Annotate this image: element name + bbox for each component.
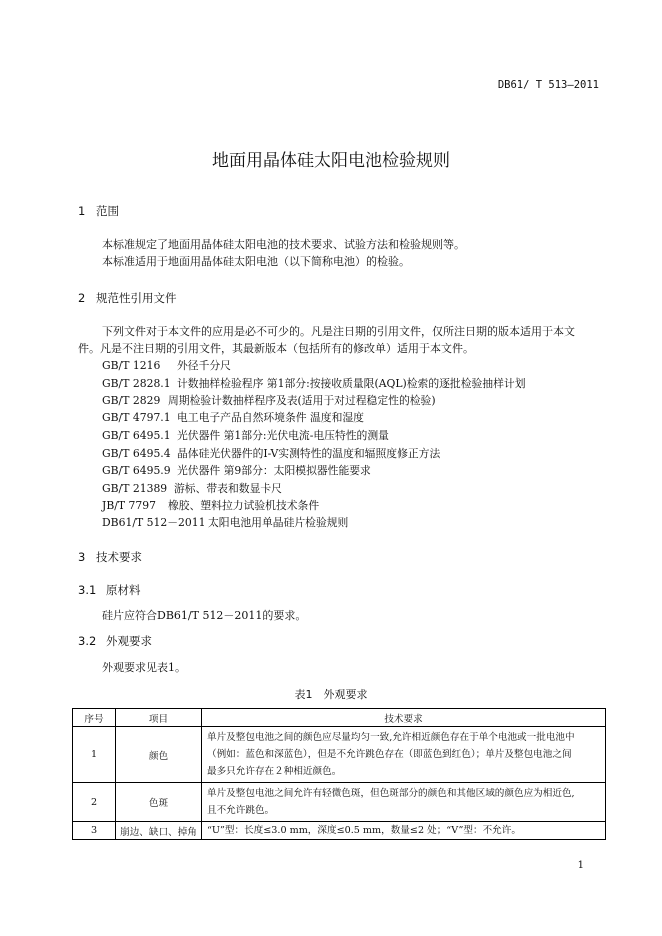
section-1-para-2: 本标准适用于地面用晶体硅太阳电池（以下简称电池）的检验。 [102, 255, 410, 268]
table-cell-requirement: 单片及整包电池之间允许有轻微色斑，但色斑部分的颜色和其他区域的颜色应为相近色, 且不允许跳色。 [202, 783, 606, 822]
appearance-table [72, 708, 606, 840]
section-3-2-number: 3.2 [78, 634, 97, 648]
section-1-heading [78, 203, 119, 219]
section-1-title: 范围 [96, 204, 119, 218]
page-number: 1 [577, 860, 584, 871]
section-3-2-text: 外观要求见表1。 [102, 661, 186, 674]
section-3-1-text: 硅片应符合DB61/T 512－2011的要求。 [102, 609, 307, 622]
table-header-row [73, 709, 606, 727]
table-cell-no: 3 [73, 822, 116, 840]
reference-item: DB61/T 512－2011 太阳电池用单晶硅片检验规则 [102, 516, 349, 529]
reference-item: GB/T 2829 周期检验计数抽样程序及表(适用于对过程稳定性的检验) [102, 394, 436, 407]
section-3-2-title: 外观要求 [106, 634, 152, 648]
table-header-cell: 技术要求 [202, 709, 606, 727]
reference-item: GB/T 21389 游标、带表和数显卡尺 [102, 482, 282, 495]
section-2-heading [78, 290, 177, 306]
table-cell-no: 1 [73, 727, 116, 783]
table-row [73, 727, 606, 783]
section-3-number: 3 [78, 550, 86, 564]
document-number: DB61/ T 513—2011 [497, 79, 599, 91]
section-3-heading [78, 549, 142, 565]
reference-item: GB/T 1216 外径千分尺 [102, 359, 231, 372]
section-1-number: 1 [78, 204, 86, 218]
section-2-title: 规范性引用文件 [96, 291, 177, 305]
table-caption: 表1 外观要求 [294, 688, 368, 701]
reference-item: GB/T 6495.1 光伏器件 第1部分:光伏电流-电压特性的测量 [102, 429, 389, 442]
section-3-title: 技术要求 [96, 550, 142, 564]
reference-item: GB/T 6495.4 晶体硅光伏器件的I-V实测特性的温度和辐照度修正方法 [102, 447, 441, 460]
section-3-1-number: 3.1 [78, 583, 97, 597]
section-3-1-heading [78, 582, 141, 598]
table-cell-no: 2 [73, 783, 116, 822]
reference-item: GB/T 2828.1 计数抽样检验程序 第1部分:按接收质量限(AQL)检索的逐批检验抽样计划 [102, 377, 526, 390]
table-header-cell: 项目 [116, 709, 202, 727]
table-cell-item: 色斑 [116, 783, 202, 822]
table-cell-item: 颜色 [116, 727, 202, 783]
table-row [73, 783, 606, 822]
table-header-cell: 序号 [73, 709, 116, 727]
page-title: 地面用晶体硅太阳电池检验规则 [212, 151, 450, 171]
table-cell-item: 崩边、缺口、掉角 [116, 822, 202, 840]
table-row [73, 822, 606, 840]
section-2-intro-line-2: 件。凡是不注日期的引用文件，其最新版本（包括所有的修改单）适用于本文件。 [78, 342, 474, 355]
section-1-para-1: 本标准规定了地面用晶体硅太阳电池的技术要求、试验方法和检验规则等。 [102, 238, 465, 251]
reference-item: GB/T 4797.1 电工电子产品自然环境条件 温度和湿度 [102, 411, 364, 424]
table-cell-requirement: 单片及整包电池之间的颜色应尽量均匀一致,允许相近颜色存在于单个电池或一批电池中 （例如：蓝色和深蓝色），但是不允许跳色存在（即蓝色到红色）；单片及整包电池之间 最多只允许存在２种相近颜色。 [202, 727, 606, 783]
section-3-1-title: 原材料 [106, 583, 141, 597]
reference-item: GB/T 6495.9 光伏器件 第9部分：太阳模拟器性能要求 [102, 464, 371, 477]
table-cell-requirement: “U”型：长度≤3.0 mm，深度≤0.5 mm，数量≤2 处；“V”型：不允许。 [202, 822, 606, 840]
reference-item: JB/T 7797 橡胶、塑料拉力试验机技术条件 [102, 499, 320, 512]
section-2-intro-line-1: 下列文件对于本文件的应用是必不可少的。凡是注日期的引用文件，仅所注日期的版本适用于本文 [102, 325, 575, 338]
section-3-2-heading [78, 633, 152, 649]
section-2-number: 2 [78, 291, 86, 305]
